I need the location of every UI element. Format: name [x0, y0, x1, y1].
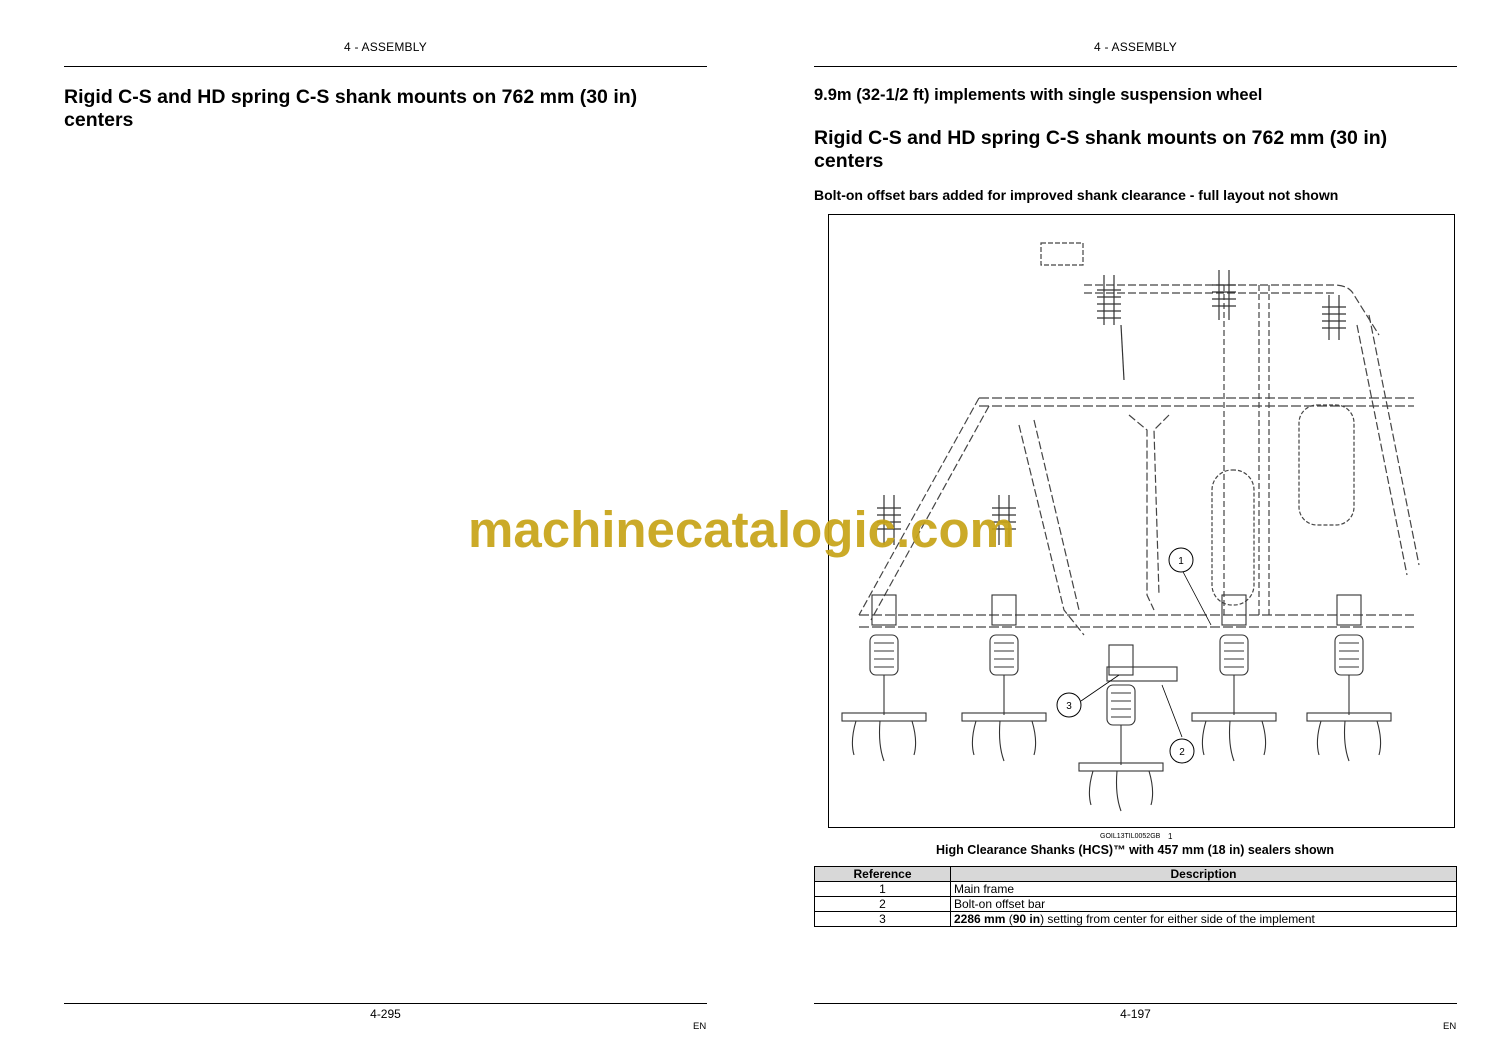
section-subtitle: 9.9m (32-1/2 ft) implements with single suspension wheel [814, 86, 1263, 104]
desc-paren: ( [1005, 912, 1013, 926]
figure-code: GOIL13TIL0052GB [1100, 833, 1161, 840]
header-rule [64, 66, 707, 67]
shank-unit [1079, 645, 1163, 811]
running-head: 4 - ASSEMBLY [344, 40, 427, 54]
desc-cell: Bolt-on offset bar [951, 897, 1457, 912]
watermark: machinecatalogic.com [468, 501, 1016, 558]
ref-cell: 2 [815, 897, 951, 912]
shank-unit [1192, 595, 1276, 761]
desc-cell [951, 912, 1457, 927]
table-row [815, 897, 1457, 912]
shank-unit [1307, 595, 1391, 761]
language-code: EN [1443, 1021, 1457, 1032]
header-rule [814, 66, 1457, 67]
table-row [815, 882, 1457, 897]
callout-2-label: 2 [1179, 747, 1185, 758]
ref-cell: 1 [815, 882, 951, 897]
page-number: 4-197 [1120, 1007, 1151, 1021]
table-row [815, 912, 1457, 927]
desc-rest: ) setting from center for either side of the implement [1040, 912, 1315, 926]
callout-3-label: 3 [1066, 701, 1072, 712]
desc-bold-metric: 2286 mm [954, 912, 1006, 926]
section-title: Rigid C-S and HD spring C-S shank mounts on 762 mm (30 in) centers [814, 127, 1388, 172]
shank-unit [842, 595, 926, 761]
footer-rule [814, 1003, 1457, 1004]
shank-unit [962, 595, 1046, 761]
figure-number: 1 [1168, 832, 1173, 841]
desc-bold-imperial: 90 in [1012, 912, 1041, 926]
running-head: 4 - ASSEMBLY [1094, 40, 1177, 54]
header-reference: Reference [815, 867, 951, 882]
callout-1-label: 1 [1178, 556, 1184, 567]
header-description: Description [951, 867, 1457, 882]
figure-note: Bolt-on offset bars added for improved shank clearance - full layout not shown [814, 187, 1339, 203]
figure-caption: High Clearance Shanks (HCS)™ with 457 mm (18 in) sealers shown [935, 843, 1335, 857]
language-code: EN [693, 1021, 707, 1032]
ref-cell: 3 [815, 912, 951, 927]
desc-cell: Main frame [951, 882, 1457, 897]
footer-rule [64, 1003, 707, 1004]
reference-table [814, 866, 1457, 927]
page-number: 4-295 [370, 1007, 401, 1021]
section-title: Rigid C-S and HD spring C-S shank mounts on 762 mm (30 in) centers [64, 86, 638, 131]
